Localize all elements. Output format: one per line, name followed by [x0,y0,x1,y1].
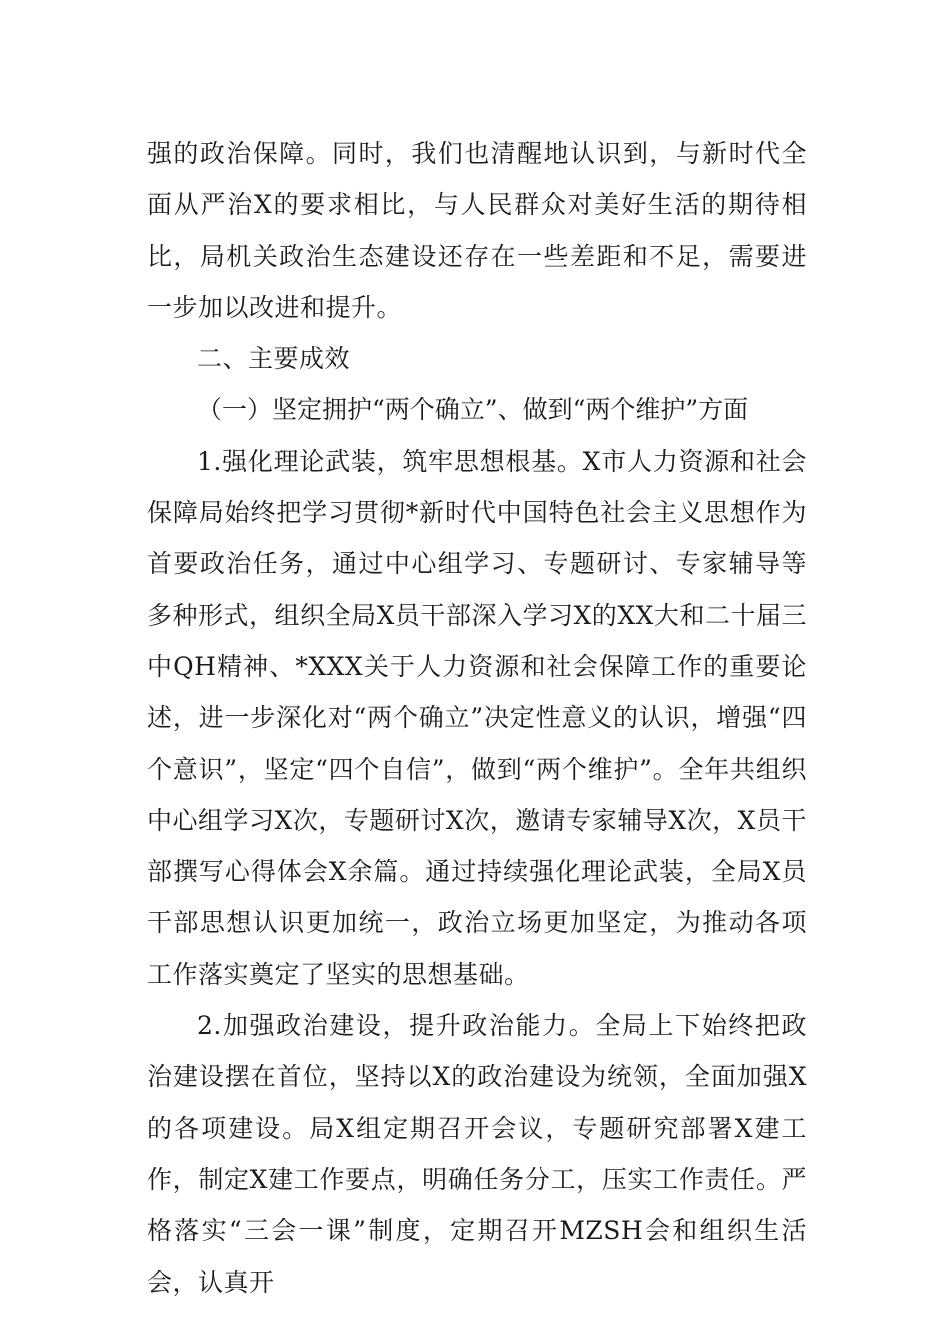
body-paragraph-2: 2.加强政治建设，提升政治能力。全局上下始终把政治建设摆在首位，坚持以X的政治建设为统领，全面加强X的各项建设。局X组定期召开会议，专题研究部署X建工作，制定X建工作要点，明确任务分工，压实工作责任。严格落实“三会一课”制度，定期召开MZSH会和组织生活会，认真开 [147,1011,807,1297]
subsection-heading: （一）坚定拥护“两个确立”、做到“两个维护”方面 [197,395,749,425]
continuation-paragraph: 强的政治保障。同时，我们也清醒地认识到，与新时代全面从严治X的要求相比，与人民群众对美好生活的期待相比，局机关政治生态建设还存在一些差距和不足，需要进一步加以改进和提升。 [147,139,807,322]
document-body [147,128,807,1308]
section-heading: 二、主要成效 [197,344,351,374]
body-paragraph-1: 1.强化理论武装，筑牢思想根基。X市人力资源和社会保障局始终把学习贯彻*新时代中国特色社会主义思想作为首要政治任务，通过中心组学习、专题研讨、专家辅导等多种形式，组织全局X员干部深入学习X的XX大和二十届三中QH精神、*XXX关于人力资源和社会保障工作的重要论述，进一步深化对“两个确立”决定性意义的认识，增强“四个意识”，坚定“四个自信”，做到“两个维护”。全年共组织中心组学习X次，专题研讨X次，邀请专家辅导X次，X员干部撰写心得体会X余篇。通过持续强化理论武装，全局X员干部思想认识更加统一，政治立场更加坚定，为推动各项工作落实奠定了坚实的思想基础。 [147,446,807,989]
